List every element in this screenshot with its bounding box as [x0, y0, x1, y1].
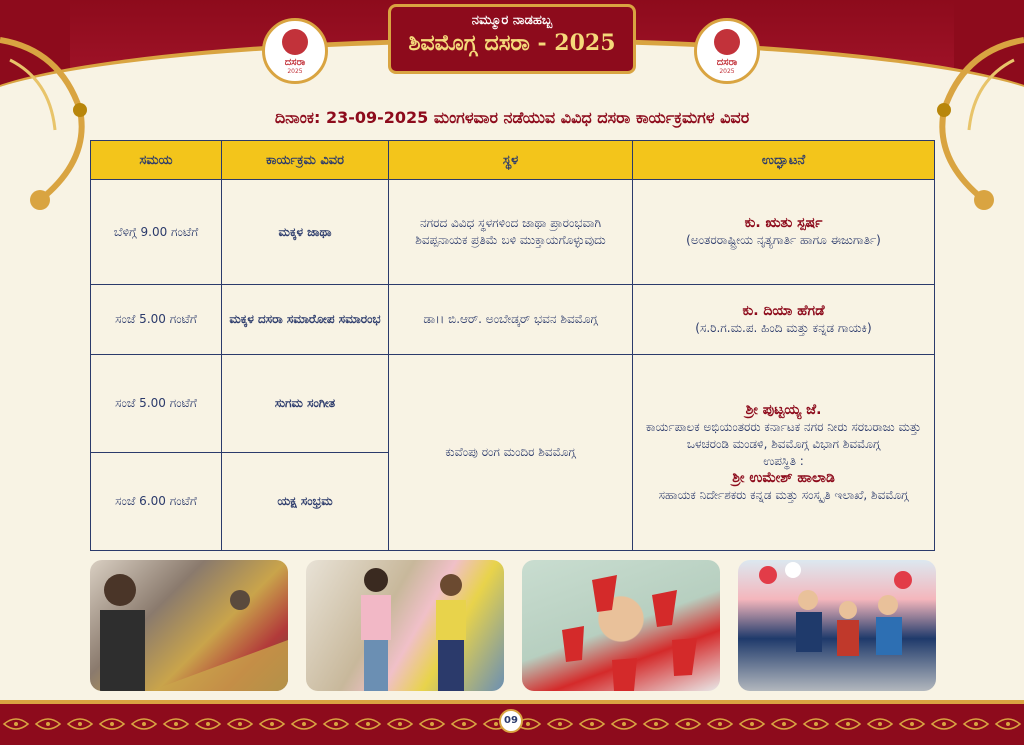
guest-name: ಕು. ದಿಯಾ ಹೆಗಡೆ: [742, 302, 825, 319]
photo-strip: [90, 560, 934, 691]
date-heading: ದಿನಾಂಕ: 23-09-2025 ಮಂಗಳವಾರ ನಡೆಯುವ ವಿವಿಧ ದಸರಾ ಕಾರ್ಯಕ್ರಮಗಳ ವಿವರ: [274, 108, 750, 127]
cell-program: ಮಕ್ಕಳ ಜಾಥಾ: [222, 180, 389, 285]
guest-name: ಕು. ಋತು ಸ್ಪರ್ಷ: [744, 215, 823, 231]
table-row: [91, 180, 935, 285]
cell-time: ಸಂಜೆ 5.00 ಗಂಟೆಗೆ: [91, 355, 222, 453]
guest-name: ಶ್ರೀ ಉಮೇಶ್ ಹಾಲಾಡಿ: [732, 469, 835, 486]
cell-program: ಯಕ್ಷ ಸಂಭ್ರಮ: [222, 453, 389, 551]
cell-venue: ಡಾ।। ಬಿ.ಆರ್. ಅಂಬೇಡ್ಕರ್ ಭವನ ಶಿವಮೊಗ್ಗ: [389, 285, 633, 355]
col-header-inauguration: ಉದ್ಘಾಟನೆ: [633, 141, 935, 180]
table-header-row: [91, 141, 935, 180]
guest-description: (ಅಂತರರಾಷ್ಟ್ರೀಯ ನೃತ್ಯಗಾರ್ತಿ ಹಾಗೂ ಈಜುಗಾರ್ತಿ): [686, 233, 881, 247]
table-row: [91, 355, 935, 453]
table-row: [91, 285, 935, 355]
goddess-icon: [714, 29, 740, 55]
cell-guest: [633, 180, 935, 285]
presence-label: ಉಪಸ್ಥಿತಿ :: [763, 453, 804, 468]
cell-time: ಸಂಜೆ 6.00 ಗಂಟೆಗೆ: [91, 453, 222, 551]
guest-name: ಶ್ರೀ ಪುಟ್ಟಯ್ಯ ಜೆ.: [745, 401, 822, 418]
guest-description: ಸಹಾಯಕ ನಿರ್ದೇಶಕರು ಕನ್ನಡ ಮತ್ತು ಸಂಸ್ಕೃತಿ ಇಲಾಖೆ, ಶಿವಮೊಗ್ಗ: [658, 487, 909, 502]
children-running-photo: [738, 560, 936, 691]
cell-guest-shared: [633, 355, 935, 551]
guest-description: ಕಾರ್ಯಪಾಲಕ ಅಭಿಯಂತರರು ಕರ್ನಾಟಕ ನಗರ ನೀರು ಸರಬರಾಜು ಮತ್ತು ಒಳಚರಂಡಿ ಮಂಡಳಿ, ಶಿವಮೊಗ್ಗ ವಿಭಾಗ ಶಿವಮೊಗ್ಗ: [645, 419, 922, 451]
logo-year: 2025: [719, 68, 735, 75]
col-header-venue: ಸ್ಥಳ: [389, 141, 633, 180]
page-title: ಶಿವಮೊಗ್ಗ ದಸರಾ - 2025: [408, 30, 616, 56]
logo-text: ದಸರಾ: [716, 57, 738, 68]
col-header-time: ಸಮಯ: [91, 141, 222, 180]
cell-program: ಸುಗಮ ಸಂಗೀತ: [222, 355, 389, 453]
page-number: 09: [499, 709, 523, 733]
cell-time: ಬೆಳಿಗ್ಗೆ 9.00 ಗಂಟೆಗೆ: [91, 180, 222, 285]
goddess-icon: [282, 29, 308, 55]
program-table: [90, 140, 935, 551]
page-subtitle: ನಮ್ಮೂರ ನಾಡಹಬ್ಬ: [471, 13, 553, 28]
logo-year: 2025: [287, 68, 303, 75]
logo-text: ದಸರಾ: [284, 57, 306, 68]
cell-time: ಸಂಜೆ 5.00 ಗಂಟೆಗೆ: [91, 285, 222, 355]
cell-guest: [633, 285, 935, 355]
dasara-logo-left: [262, 18, 328, 84]
title-box: [388, 4, 636, 74]
cell-venue: ನಗರದ ವಿವಿಧ ಸ್ಥಳಗಳಿಂದ ಜಾಥಾ ಪ್ರಾರಂಭವಾಗಿ ಶಿವಪ್ಪನಾಯಕ ಪ್ರತಿಮೆ ಬಳಿ ಮುಕ್ತಾಯಗೊಳ್ಳುವುದು: [389, 180, 633, 285]
children-painting-photo: [90, 560, 288, 691]
cell-program: ಮಕ್ಕಳ ದಸರಾ ಸಮಾರೋಪ ಸಮಾರಂಭ: [222, 285, 389, 355]
dasara-logo-right: [694, 18, 760, 84]
col-header-program: ಕಾರ್ಯಕ್ರಮ ವಿವರ: [222, 141, 389, 180]
cell-venue-shared: ಕುವೆಂಪು ರಂಗ ಮಂದಿರ ಶಿವಮೊಗ್ಗ: [389, 355, 633, 551]
children-dancing-photo: [306, 560, 504, 691]
child-cups-photo: [522, 560, 720, 691]
guest-description: (ಸ.ರಿ.ಗ.ಮ.ಪ. ಹಿಂದಿ ಮತ್ತು ಕನ್ನಡ ಗಾಯಕಿ): [695, 320, 872, 335]
